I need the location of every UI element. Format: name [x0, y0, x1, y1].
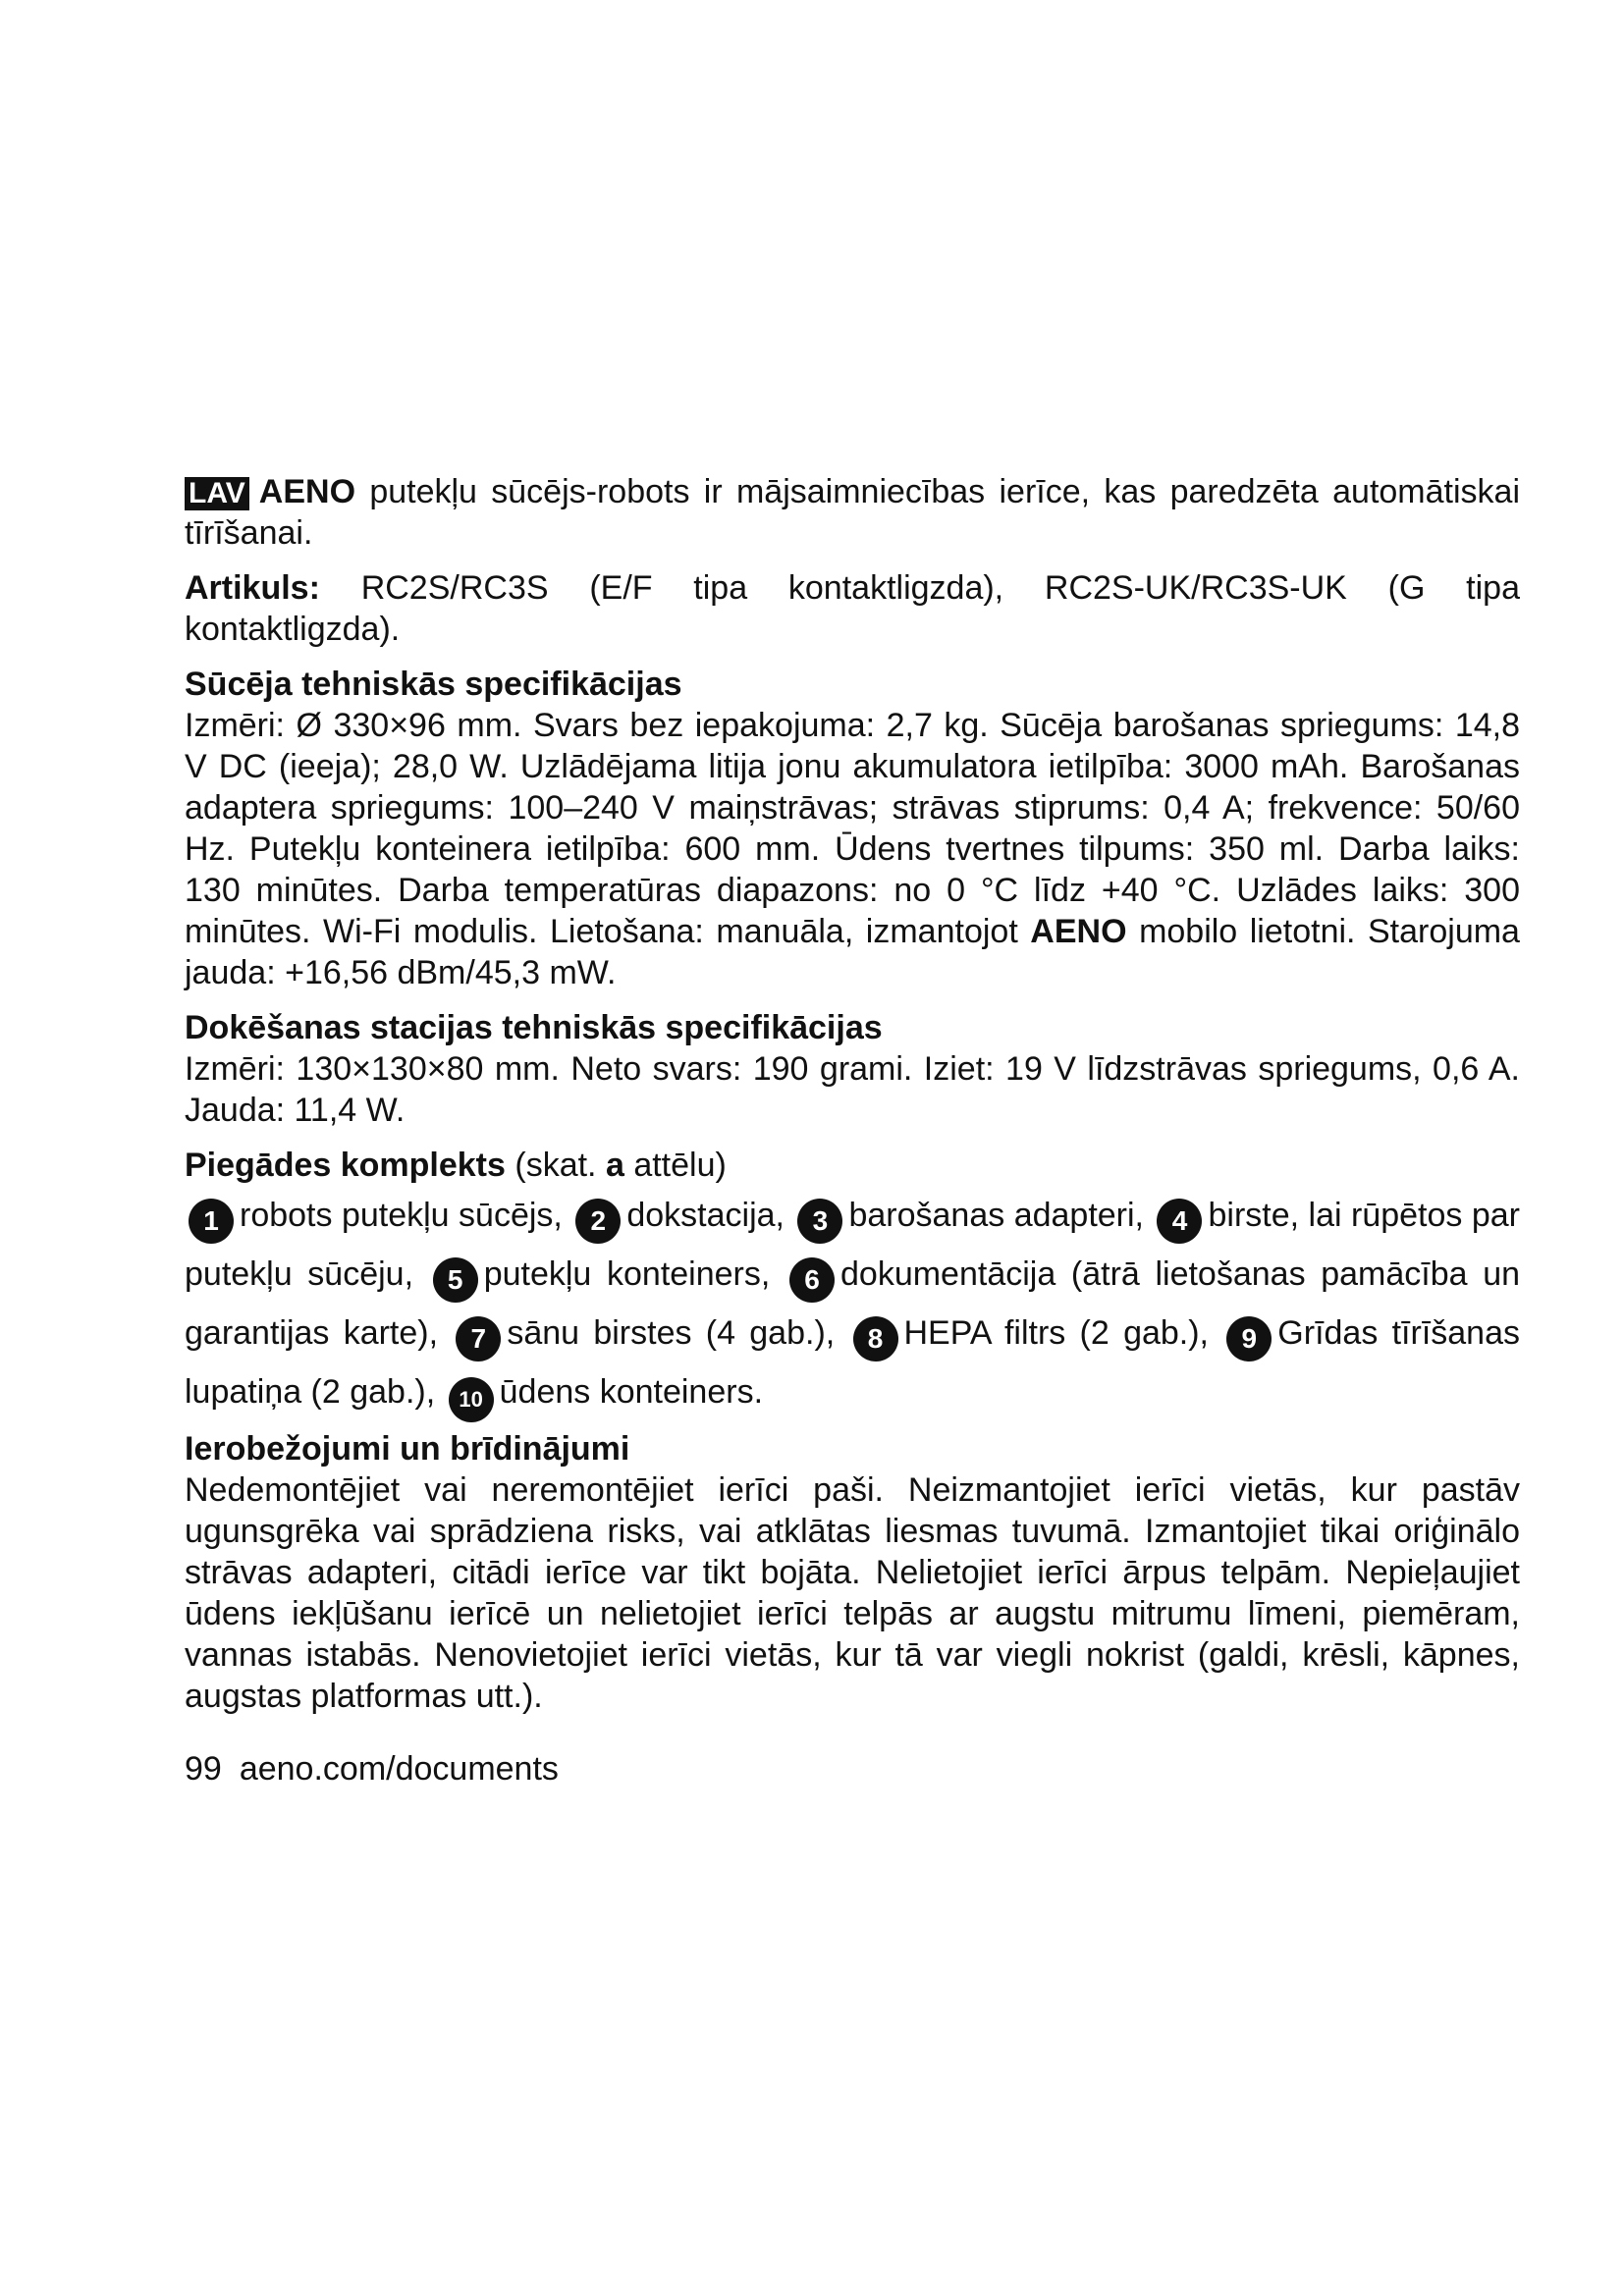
- list-item: [445, 1373, 763, 1411]
- list-item-text: dokumentācija (ātrā lietošanas pamācība un garantijas karte),: [185, 1255, 1521, 1352]
- kit-list: [185, 1186, 1520, 1422]
- list-item: [849, 1314, 1210, 1352]
- intro-paragraph: [185, 471, 1520, 554]
- list-item-text: barošanas adapteri,: [848, 1197, 1145, 1234]
- list-item: [429, 1255, 771, 1293]
- number-8-icon: 8: [853, 1316, 898, 1362]
- list-item: [571, 1197, 785, 1234]
- list-item-text: putekļu konteiners,: [483, 1255, 771, 1293]
- brand-name: AENO: [258, 473, 356, 510]
- list-item-text: birste, lai rūpētos par putekļu sūcēju,: [185, 1197, 1521, 1293]
- list-item: [185, 1197, 563, 1234]
- article-text: RC2S/RC3S (E/F tipa kontaktligzda), RC2S-UK/RC3S-UK (G tipa kontaktligzda).: [185, 569, 1520, 648]
- list-item-text: Grīdas tīrīšanas lupatiņa (2 gab.),: [185, 1314, 1520, 1411]
- dock-specs-text: Izmēri: 130×130×80 mm. Neto svars: 190 grami. Iziet: 19 V līdzstrāvas spriegums, 0,6 A. Jauda: 11,4 W.: [185, 1050, 1520, 1129]
- kit-ref-letter: a: [605, 1147, 624, 1184]
- list-item-text: ūdens konteiners.: [499, 1373, 764, 1411]
- dock-specs-section: [185, 1007, 1520, 1131]
- brand-name: AENO: [1030, 913, 1127, 950]
- page-footer: [185, 1748, 1520, 1789]
- dock-specs-title: Dokēšanas stacijas tehniskās specifikācijas: [185, 1009, 883, 1046]
- kit-heading: [185, 1145, 1520, 1186]
- number-3-icon: 3: [797, 1199, 842, 1244]
- number-10-icon: 10: [449, 1377, 494, 1422]
- list-item-text: dokstacija,: [626, 1197, 785, 1234]
- warnings-title: Ierobežojumi un brīdinājumi: [185, 1430, 630, 1468]
- number-9-icon: 9: [1226, 1316, 1272, 1362]
- intro-text: putekļu sūcējs-robots ir mājsaimniecības ierīce, kas paredzēta automātiskai tīrīšanai.: [185, 473, 1520, 552]
- kit-ref-prefix: (skat.: [514, 1147, 597, 1184]
- vacuum-specs-title: Sūcēja tehniskās specifikācijas: [185, 666, 682, 703]
- document-page: [185, 471, 1520, 1789]
- kit-section: [185, 1145, 1520, 1422]
- number-1-icon: 1: [189, 1199, 234, 1244]
- article-label: Artikuls:: [185, 569, 320, 607]
- list-item: [452, 1314, 835, 1352]
- kit-ref-suffix: attēlu): [633, 1147, 727, 1184]
- vacuum-specs-body-end: mobilo lietotni. Starojuma jauda: +16,56 dBm/45,3 mW.: [185, 913, 1520, 991]
- kit-title: Piegādes komplekts: [185, 1147, 506, 1184]
- list-item: [793, 1197, 1144, 1234]
- page-number: 99: [185, 1750, 222, 1788]
- language-badge: LAV: [185, 477, 249, 510]
- number-6-icon: 6: [789, 1257, 835, 1303]
- warnings-section: [185, 1428, 1520, 1717]
- vacuum-specs-section: [185, 664, 1520, 993]
- number-5-icon: 5: [433, 1257, 478, 1303]
- vacuum-specs-text: [185, 705, 1520, 993]
- vacuum-specs-body: Izmēri: Ø 330×96 mm. Svars bez iepakojuma: 2,7 kg. Sūcēja barošanas spriegums: 14,8 V DC (ieeja); 28,0 W. Uzlādējama litija jonu akumulatora ietilpība: 3000 mAh. Barošanas adaptera spriegums: 100–240 V maiņstrāvas; strāvas stiprums: 0,4 A; frekvence: 50/60 Hz. Putekļu konteinera ietilpība: 600 mm. Ūdens tvertnes tilpums: 350 ml. Darba laiks: 130 minūtes. Darba temperatūras diapazons: no 0 °C līdz +40 °C. Uzlādes laiks: 300 minūtes. Wi-Fi modulis. Lietošana: manuāla, izmantojot: [185, 707, 1520, 950]
- footer-url[interactable]: aeno.com/documents: [239, 1750, 559, 1788]
- number-2-icon: 2: [575, 1199, 621, 1244]
- list-item-text: sānu birstes (4 gab.),: [507, 1314, 836, 1352]
- number-4-icon: 4: [1157, 1199, 1202, 1244]
- list-item-text: HEPA filtrs (2 gab.),: [903, 1314, 1210, 1352]
- list-item-text: robots putekļu sūcējs,: [240, 1197, 563, 1234]
- number-7-icon: 7: [456, 1316, 501, 1362]
- article-paragraph: [185, 567, 1520, 650]
- warnings-text: Nedemontējiet vai neremontējiet ierīci paši. Neizmantojiet ierīci vietās, kur pastāv ugunsgrēka vai sprādziena risks, vai atklātas liesmas tuvumā. Izmantojiet tikai oriģinālo strāvas adapteri, citādi ierīce var tikt bojāta. Nelietojiet ierīci ārpus telpām. Nepieļaujiet ūdens iekļūšanu ierīcē un nelietojiet ierīci telpās ar augstu mitrumu līmeni, piemēram, vannas istabās. Nenovietojiet ierīci vietās, kur tā var viegli nokrist (galdi, krēsli, kāpnes, augstas platformas utt.).: [185, 1471, 1520, 1715]
